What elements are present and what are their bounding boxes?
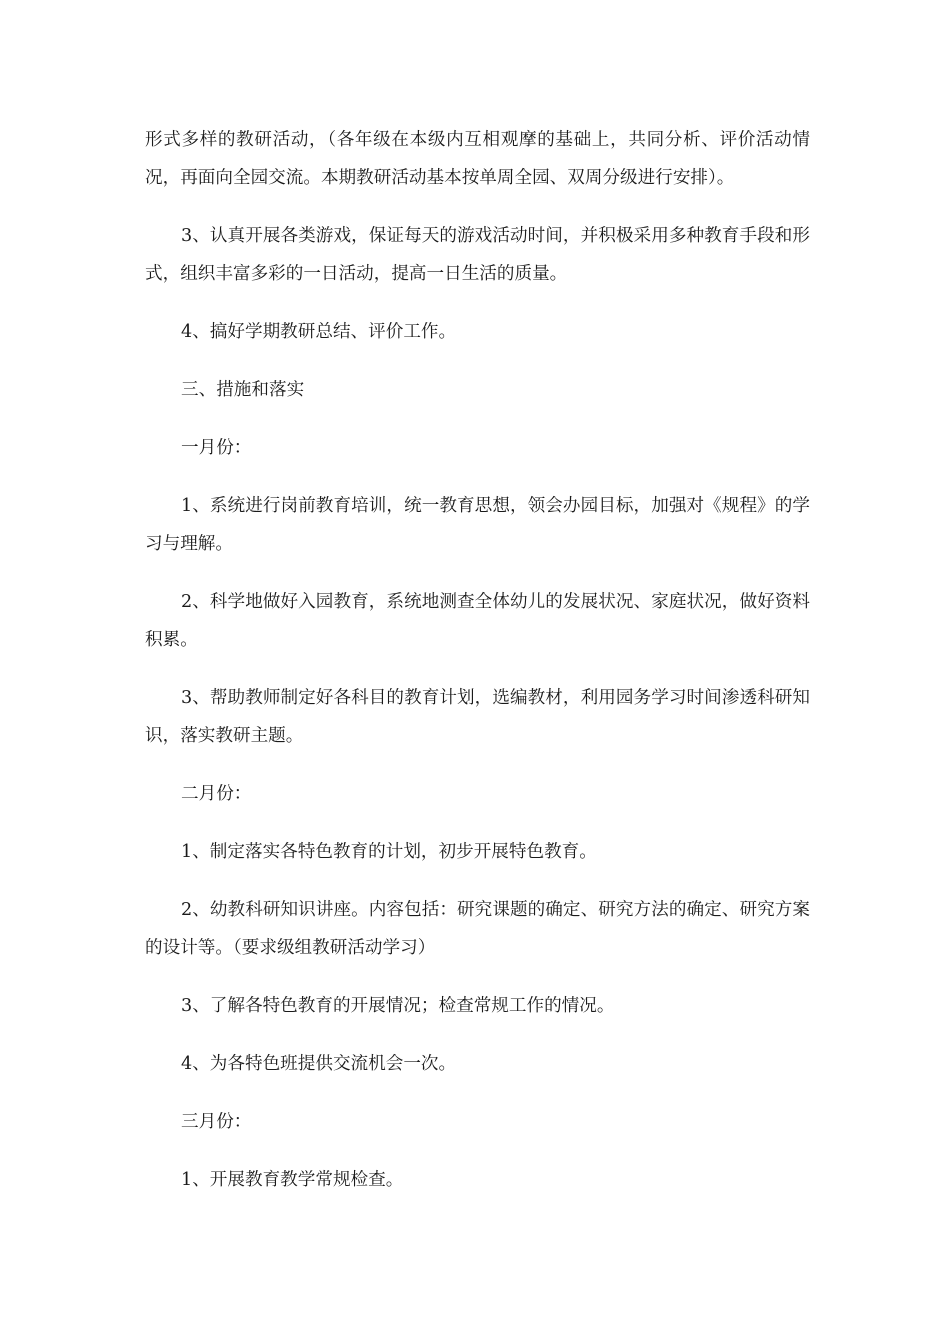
month-heading-february: 二月份： <box>181 784 252 804</box>
paragraph-feb-item-1: 1、制定落实各特色教育的计划，初步开展特色教育。 <box>181 842 597 862</box>
paragraph-item-4-summary: 4、搞好学期教研总结、评价工作。 <box>181 322 457 342</box>
document-body <box>145 121 810 1219</box>
paragraph-feb-item-3: 3、了解各特色教育的开展情况；检查常规工作的情况。 <box>181 996 615 1016</box>
paragraph-mar-item-1: 1、开展教育教学常规检查。 <box>181 1170 404 1190</box>
paragraph-continuation: 形式多样的教研活动，（各年级在本级内互相观摩的基础上，共同分析、评价活动情况，再面向全园交流。本期教研活动基本按单周全园、双周分级进行安排）。 <box>145 130 810 188</box>
paragraph-feb-item-4: 4、为各特色班提供交流机会一次。 <box>181 1054 457 1074</box>
paragraph-jan-item-1: 1、系统进行岗前教育培训，统一教育思想，领会办园目标，加强对《规程》的学习与理解。 <box>145 496 810 554</box>
month-heading-january: 一月份： <box>181 438 252 458</box>
paragraph-item-3-games: 3、认真开展各类游戏，保证每天的游戏活动时间，并积极采用多种教育手段和形式，组织丰富多彩的一日活动，提高一日生活的质量。 <box>145 226 810 284</box>
paragraph-jan-item-3: 3、帮助教师制定好各科目的教育计划，选编教材，利用园务学习时间渗透科研知识，落实教研主题。 <box>145 688 810 746</box>
month-heading-march: 三月份： <box>181 1112 252 1132</box>
section-heading-measures: 三、措施和落实 <box>181 380 305 400</box>
paragraph-jan-item-2: 2、科学地做好入园教育，系统地测查全体幼儿的发展状况、家庭状况，做好资料积累。 <box>145 592 810 650</box>
paragraph-feb-item-2: 2、幼教科研知识讲座。内容包括：研究课题的确定、研究方法的确定、研究方案的设计等。（要求级组教研活动学习） <box>145 900 810 958</box>
